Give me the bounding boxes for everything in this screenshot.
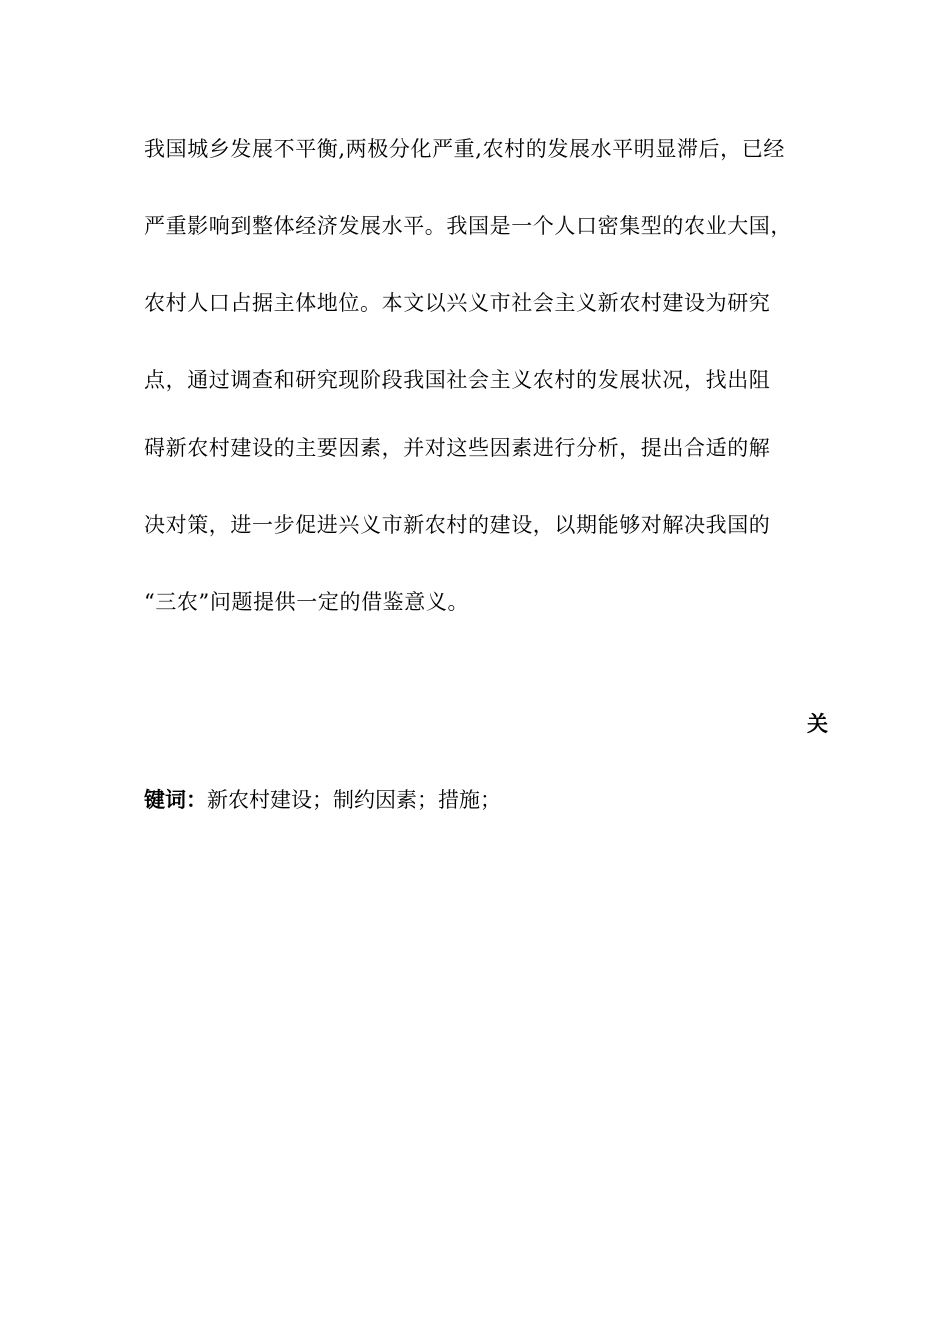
keywords-label: 键词： (144, 788, 207, 812)
abstract-line: 农村人口占据主体地位。本文以兴义市社会主义新农村建设为研究 (144, 291, 771, 315)
abstract-line: 严重影响到整体经济发展水平。我国是一个人口密集型的农业大国， (144, 214, 792, 238)
abstract-line: 决对策，进一步促进兴义市新农村的建设，以期能够对解决我国的 (144, 513, 771, 537)
keywords-list: 新农村建设；制约因素；措施； (207, 788, 501, 812)
keywords-heading-first-char: 关 (807, 712, 828, 736)
keywords-row (144, 785, 501, 815)
abstract-line: “三农”问题提供一定的借鉴意义。 (144, 590, 470, 614)
abstract-line: 碍新农村建设的主要因素，并对这些因素进行分析，提出合适的解 (144, 436, 771, 460)
abstract-line: 我国城乡发展不平衡,两极分化严重,农村的发展水平明显滞后，已经 (144, 137, 785, 161)
abstract-line: 点，通过调查和研究现阶段我国社会主义农村的发展状况，找出阻 (144, 368, 771, 392)
